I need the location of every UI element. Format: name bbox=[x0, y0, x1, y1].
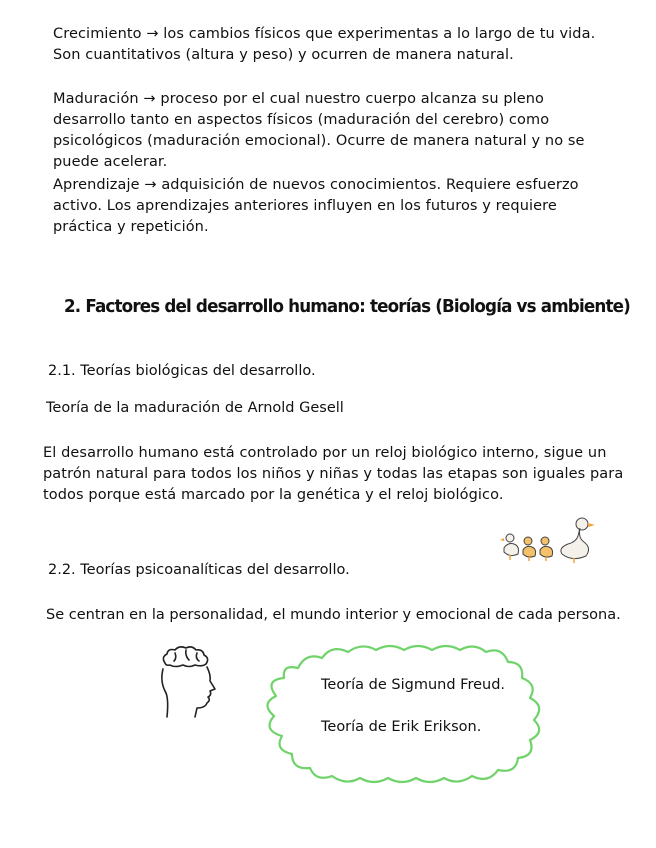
head-brain-icon bbox=[155, 645, 225, 725]
theory-title-gesell: Teoría de la maduración de Arnold Gesell bbox=[46, 400, 344, 416]
paragraph-psychoanalytic: Se centran en la personalidad, el mundo interior y emocional de cada persona. bbox=[46, 607, 621, 623]
cloud-item-freud: Teoría de Sigmund Freud. bbox=[321, 677, 506, 693]
paragraph-crecimiento: Crecimiento → los cambios físicos que experimentas a lo largo de tu vida. Son cuantitativos (altura y peso) y ocurren de manera natural. bbox=[53, 26, 596, 63]
paragraph-maduracion: Maduración → proceso por el cual nuestro cuerpo alcanza su pleno desarrollo tanto en aspectos físicos (maduración del cerebro) como psicológicos (maduración emocional). Ocurre de manera natural y no se puede acelerar. bbox=[53, 91, 585, 170]
ducks-family-icon bbox=[498, 514, 598, 564]
paragraph-gesell: El desarrollo humano está controlado por un reloj biológico interno, sigue un patrón natural para todos los niños y niñas y todas las etapas son iguales para todos porque está marcado por la genética y el reloj biológico. bbox=[43, 445, 624, 503]
cloud-outline bbox=[258, 640, 548, 786]
section-heading: 2. Factores del desarrollo humano: teorías (Biología vs ambiente) bbox=[64, 296, 630, 317]
subsection-title-biological: 2.1. Teorías biológicas del desarrollo. bbox=[48, 363, 316, 379]
cloud-item-erikson: Teoría de Erik Erikson. bbox=[321, 719, 482, 735]
subsection-title-psychoanalytic: 2.2. Teorías psicoanalíticas del desarrollo. bbox=[48, 562, 350, 578]
paragraph-aprendizaje: Aprendizaje → adquisición de nuevos conocimientos. Requiere esfuerzo activo. Los aprendizajes anteriores influyen en los futuros y requiere práctica y repetición. bbox=[53, 177, 579, 235]
